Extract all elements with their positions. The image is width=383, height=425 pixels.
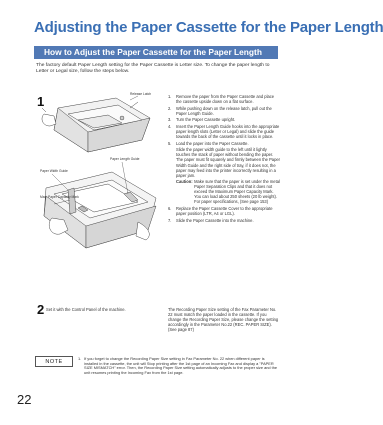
step-number-1: 1 [37, 94, 45, 109]
hand-drawing-upper [42, 108, 56, 126]
caution-label: Caution: [176, 179, 193, 185]
page-title: Adjusting the Paper Cassette for the Paper Length [34, 19, 383, 36]
slide-note: Slide the paper width guide to the left until it lightly touches the stack of paper without bending the paper. The paper must fit squarely and firmly between the Paper Width Guide and the right side of tray, if it does not, the paper may feed into the printer incorrectly resulting in a paper jam. [176, 147, 280, 178]
list-item: 5. Load the paper into the Paper Cassette. [168, 140, 249, 146]
cassette-upper-drawing [54, 98, 150, 152]
label-paper-width-guide: Paper Width Guide [40, 169, 68, 173]
list-item: 3. Turn the Paper Cassette upright. [168, 117, 236, 123]
step2-description: The Recording Paper Size setting of the Fax Parameter No. 22 must match the paper loaded in the cassette. If you change the Recording Paper Size, please change the setting accordingly in the Parameter No.22 (REC. PAPER SIZE). (See page 87) [168, 307, 279, 333]
list-item: 2. While pushing down on the release latch, pull out the Paper Length Guide. [168, 105, 272, 116]
caution-text: Make sure that the paper is set under the metal Paper Separation Clips and that it does not exceed the Maximum Paper Capacity Mark. You can load about 250 sheets (20 lb weight). For paper specifications, (See page 153) [194, 179, 280, 205]
intro-paragraph: The factory default Paper Length setting for the Paper Cassette is Letter size. To change the paper length to Letter or Legal size, follow the steps below. [36, 63, 270, 75]
list-item: 1. Remove the paper from the Paper Cassette and place the cassette upside down on a flat surface. [168, 94, 275, 105]
list-item: 6. Replace the Paper Cassette Cover to the appropriate paper position (LTR, A4 or LGL). [168, 206, 273, 217]
note-text: 1. If you forget to change the Recording Paper Size setting in Fax Parameter No. 22 when different paper is installed in the cassette, the unit will Stop printing after the 1st page of an Incoming Fax and display a "PAPER SIZE MISMATCH" error. Then, the Recording Paper Size setting automatically adjusts to the proper size and the unit resumes printing the Incoming Fax from the 1st page. [78, 356, 278, 376]
caution-block [176, 179, 280, 204]
section-heading: How to Adjust the Paper Cassette for the Paper Length [34, 46, 278, 59]
label-paper-length-guide: Paper Length Guide [110, 157, 140, 161]
list-item: 4. Insert the Paper Length Guide hooks into the appropriate paper length slots (Letter or Legal) and slide the guide towards the back of the cassette until it locks in place. [168, 124, 280, 140]
label-release-latch: Release Latch [130, 92, 152, 96]
list-item: 7. Slide the Paper Cassette into the machine. [168, 217, 254, 223]
paper-cassette-illustration [38, 90, 162, 253]
release-latch-leader [130, 96, 138, 100]
step1-instructions [168, 94, 280, 224]
step2-text: Set it with the Control Panel of the machine. [46, 307, 126, 312]
page-number: 22 [17, 392, 32, 407]
step-number-2: 2 [37, 302, 45, 317]
note-label: NOTE [35, 356, 73, 367]
label-max-paper-capacity: Max. Paper Capacity Mark [40, 195, 79, 199]
